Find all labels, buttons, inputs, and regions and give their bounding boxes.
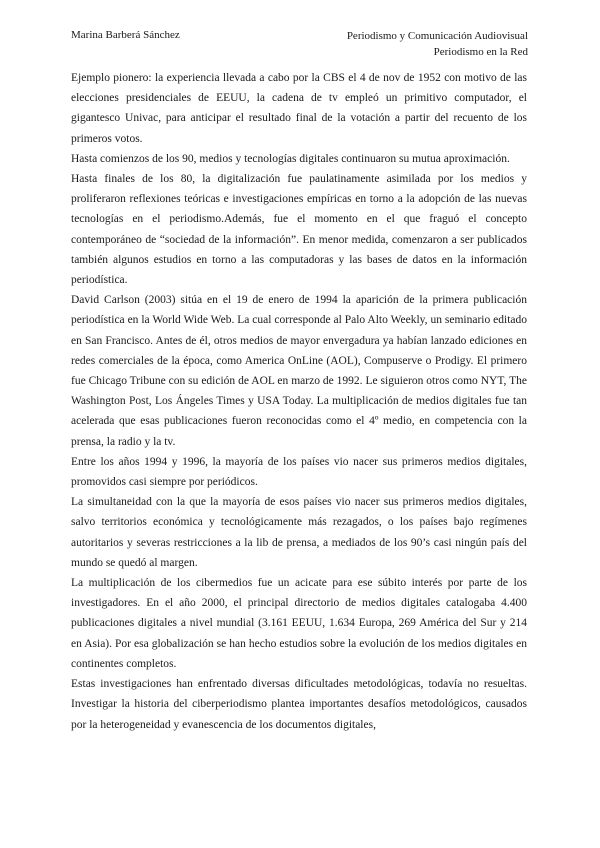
header-course-subject: Periodismo en la Red — [433, 46, 528, 58]
header-author: Marina Barberá Sánchez — [71, 29, 180, 41]
paragraph-1994-1996: Entre los años 1994 y 1996, la mayoría de los países vio nacer sus primeros medios digitales, promovidos casi siempre por periódicos. — [71, 455, 527, 489]
paragraph-cbs-univac: Ejemplo pionero: la experiencia llevada a cabo por la CBS el 4 de nov de 1952 con motivo de las elecciones presidenciales de EEUU, la cadena de tv empleó un primitivo computador, el gigantesco Univac, para anticipar el resultado final de la votación a partir del recuento de los primeros votos. — [71, 72, 527, 145]
header-course-title: Periodismo y Comunicación Audiovisual — [346, 30, 528, 42]
paragraph-carlson: David Carlson (2003) sitúa en el 19 de enero de 1994 la aparición de la primera publicación periodística en la World Wide Web. La cual corresponde al Palo Alto Weekly, un seminario editado en San Francisco. Antes de él, otros medios de mayor envergadura ya habían lanzado ediciones en redes comerciales de la época, como America OnLine (AOL), Compuserve o Prodigy. El primero fue Chicago Tribune con su edición de AOL en marzo de 1992. Le siguieron otros como NYT, The Washington Post, Los Ángeles Times y USA Today. La multiplicación de medios digitales fue tan acelerada que esas publicaciones fueron reconocidas como el 4º medio, en competencia con la prensa, la radio y la tv. — [71, 294, 527, 448]
document-body — [71, 68, 527, 735]
paragraph-cybermedia-growth: La multiplicación de los cibermedios fue un acicate para ese súbito interés por parte de los investigadores. En el año 2000, el principal directorio de medios digitales catalogaba 4.400 publicaciones digitales a nivel mundial (3.161 EEUU, 1.634 Europa, 269 América del Sur y 214 en Asia). Por esa globalización se han hecho estudios sobre la evolución de los medios digitales en continentes completos. — [71, 577, 527, 670]
paragraph-methodology: Estas investigaciones han enfrentado diversas dificultades metodológicas, todavía no resueltas. Investigar la historia del ciberperiodismo plantea importantes desafíos metodológicos, causados por la heterogeneidad y evanescencia de los documentos digitales, — [71, 678, 527, 731]
header-course — [347, 28, 528, 60]
paragraph-simultaneity: La simultaneidad con la que la mayoría de esos países vio nacer sus primeros medios digitales, salvo territorios económica y tecnológicamente más rezagados, o los países bajo regímenes autoritarios y severas restricciones a la lib de prensa, a mediados de los 90’s casi ningún país del mundo se quedó al margen. — [71, 496, 527, 569]
paragraph-late-80s: Hasta finales de los 80, la digitalización fue paulatinamente asimilada por los medios y proliferaron reflexiones teóricas e investigaciones empíricas en torno a la adopción de las nuevas tecnologías en el periodismo.Además, fue el momento en el que fraguó el concepto contemporáneo de “sociedad de la información”. En menor medida, comenzaron a ser publicados también algunos estudios en torno a las computadoras y las bases de datos en la información periodística. — [71, 173, 527, 287]
paragraph-early-90s: Hasta comienzos de los 90, medios y tecnologías digitales continuaron su mutua aproximación. — [71, 152, 510, 165]
